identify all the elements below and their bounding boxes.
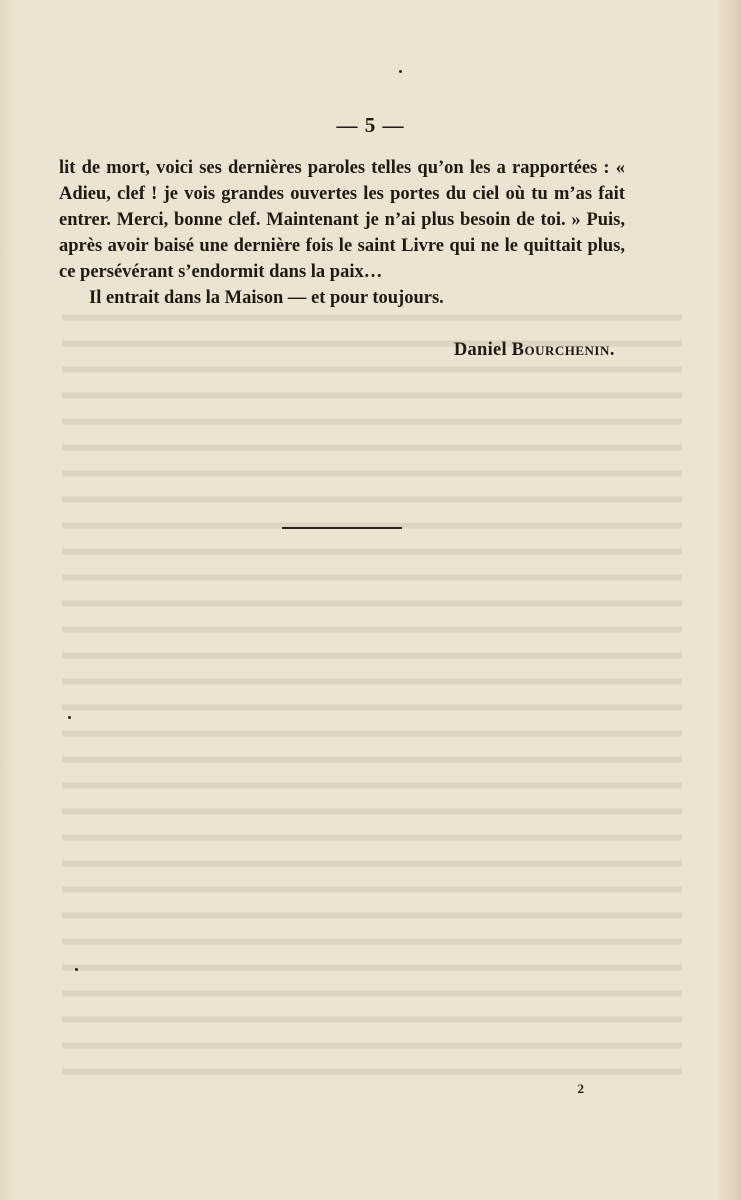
ink-speck [399,70,402,73]
author-signature [454,340,615,361]
ink-speck [75,968,78,971]
paragraph-2: Il entrait dans la Maison — et pour toujours. [89,288,444,308]
section-divider [282,527,402,529]
ink-speck [68,716,71,719]
author-first-name: Daniel [453,340,508,360]
author-surname: Bourchenin. [511,340,615,360]
show-through-text [62,300,682,1080]
signature-mark: 2 [577,1081,584,1096]
page-number: — 5 — [336,113,405,137]
paragraph-1: lit de mort, voici ses dernières paroles telles qu’on les a rapportées : « Adieu, clef ! je vois grandes ouvertes les portes du ciel où tu m’as fait entrer. Merci, bonne clef. Maintenant je n’ai plus besoin de toi. » Puis, après avoir baisé une dernière fois le saint Livre qui ne le quittait plus, ce persévérant s’endormit dans la paix… [59,158,625,282]
body-text [59,155,625,311]
